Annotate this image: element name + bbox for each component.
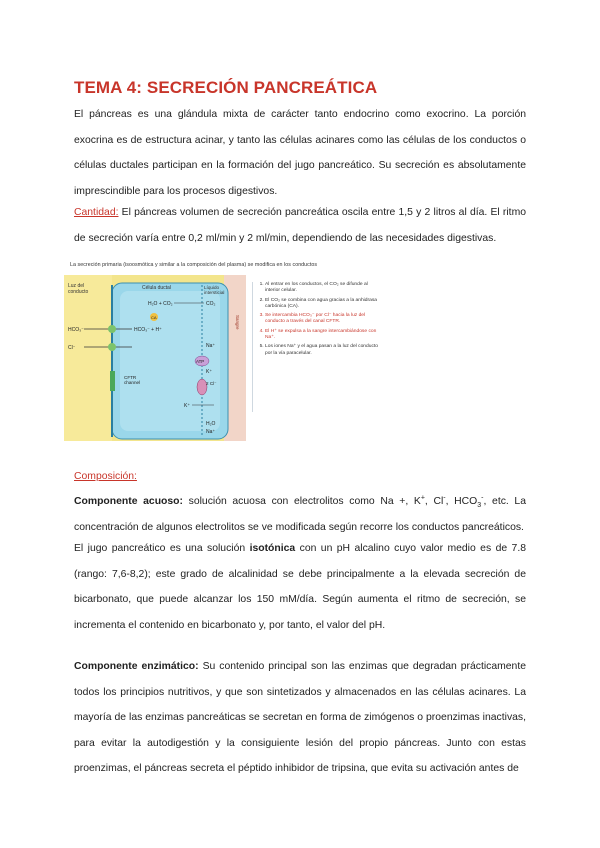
- nkcc-cl-label: 2 Cl⁻: [206, 381, 217, 386]
- composicion-heading: [74, 464, 526, 490]
- hco3-lumen-label: HCO₃⁻: [68, 327, 84, 333]
- lumen-label: Luz del conducto: [68, 283, 89, 295]
- ca-label: CA: [151, 315, 157, 320]
- blood-tag: Sangre: [235, 315, 240, 330]
- acuoso-label: Componente acuoso:: [74, 496, 183, 507]
- cl-channel-marker: [108, 343, 116, 351]
- k-label: K⁺: [206, 369, 212, 375]
- page-title: TEMA 4: SECRECIÓN PANCREÁTICA: [74, 78, 378, 97]
- h2o-co2-label: H₂O + CO₂: [148, 301, 173, 307]
- enzimatico-label: Componente enzimático:: [74, 661, 199, 672]
- enzimatico-paragraph: [74, 654, 526, 782]
- composicion-label: Composición:: [74, 471, 137, 482]
- na-label: Na⁺: [206, 343, 216, 349]
- acuoso-text-2: , Cl: [424, 496, 444, 507]
- isotonica-bold: isotónica: [249, 543, 296, 554]
- isotonica-after: con un pH alcalino cuyo valor medio es de 7.8 (rango: 7,6-8,2); este grado de alcalinidad se debe principalmente a la elevada secreción de bicarbonato, que puede alcanzar los 150 mM/día. Según aumenta el ritmo de secreción, se incrementa el contenido en bicarbonato y, por tanto, el valor del pH.: [74, 543, 526, 631]
- hco-superscript: -: [481, 494, 484, 502]
- interstitial-label: Líquido intersticial: [204, 285, 225, 295]
- cantidad-paragraph: [74, 200, 526, 251]
- acuoso-text-4: , etc. La concentración de algunos electrolitos se ve modificada según recorre los conductos pancreáticos.: [74, 496, 526, 533]
- hco-subscript: 3: [477, 502, 482, 510]
- step-item: 4. El H⁺ se expulsa a la sangre intercambiándose con Na⁺.: [265, 329, 378, 342]
- duct-cell-label: Célula ductal: [142, 285, 171, 291]
- step-item: 1. Al entrar en los conductos, el CO₂ se difunde al interior celular.: [265, 282, 378, 295]
- co2-label: CO₂: [206, 301, 216, 307]
- acuoso-text-1: solución acuosa con electrolitos como Na +, K: [182, 496, 421, 507]
- k-superscript: +: [420, 494, 425, 502]
- cl-lumen-label: Cl⁻: [68, 345, 76, 351]
- step-item: 2. El CO₂ se combina con agua gracias a la anhidrasa carbónica (CA).: [265, 298, 378, 311]
- acuoso-text-3: , HCO: [445, 496, 478, 507]
- acuoso-paragraph: [74, 489, 526, 540]
- isotonica-before: El jugo pancreático es una solución: [74, 543, 250, 554]
- duct-cell-diagram: [64, 275, 246, 441]
- exchanger-marker: [108, 325, 116, 333]
- step-item: 5. Los iones Na⁺ y el agua pasan a la luz del conducto por la vía paracelular.: [265, 344, 378, 357]
- na-paracellular-label: Na⁺: [206, 429, 216, 435]
- enzimatico-text: Su contenido principal son las enzimas que degradan prácticamente todos los principios nutritivos, y que son sintetizados y almacenados en las células acinares. La mayoría de las enzimas pancreáticas se secretan en forma de zimógenos o proenzimas inactivas, para evitar la autodigestión y la consiguiente lesión del propio páncreas. Junto con estas proenzimas, el páncreas secreta el péptido inhibidor de tripsina, que evita su activación antes de: [74, 661, 526, 774]
- isotonica-paragraph: [74, 536, 526, 638]
- cftr-channel-shape: [110, 371, 115, 391]
- figure-caption: La secreción primaria (isoosmótica y similar a la composición del plasma) se modifica en los conductos: [70, 262, 318, 268]
- step-item: 3. Se intercambia HCO₃⁻ por Cl⁻ hacia la luz del conducto a través del canal CFTR.: [265, 313, 378, 326]
- lumen-region: [64, 275, 112, 441]
- intro-paragraph: El páncreas es una glándula mixta de carácter tanto endocrino como exocrino. La porción exocrina es de estructura acinar, y tanto las células acinares como las células de los conductos o células ductales participan en la formación del jugo pancreático. Su secreción es absolutamente imprescindible para los procesos digestivos.: [74, 109, 526, 197]
- atp-label: ATP: [196, 359, 205, 364]
- h2o-label: H₂O: [206, 421, 216, 427]
- k-channel-label: K⁺: [184, 403, 190, 409]
- figure-steps: [252, 282, 378, 412]
- cantidad-text: El páncreas volumen de secreción pancreática oscila entre 1,5 y 2 litros al día. El ritmo de secreción varía entre 0,2 ml/min y 2 ml/min, dependiendo de las necesidades digestivas.: [74, 207, 526, 244]
- hco3-h-label: HCO₃⁻ + H⁺: [134, 327, 162, 333]
- cantidad-label: Cantidad:: [74, 207, 119, 218]
- cl-superscript: -: [443, 494, 446, 502]
- cftr-label: CFTR channel: [124, 375, 141, 385]
